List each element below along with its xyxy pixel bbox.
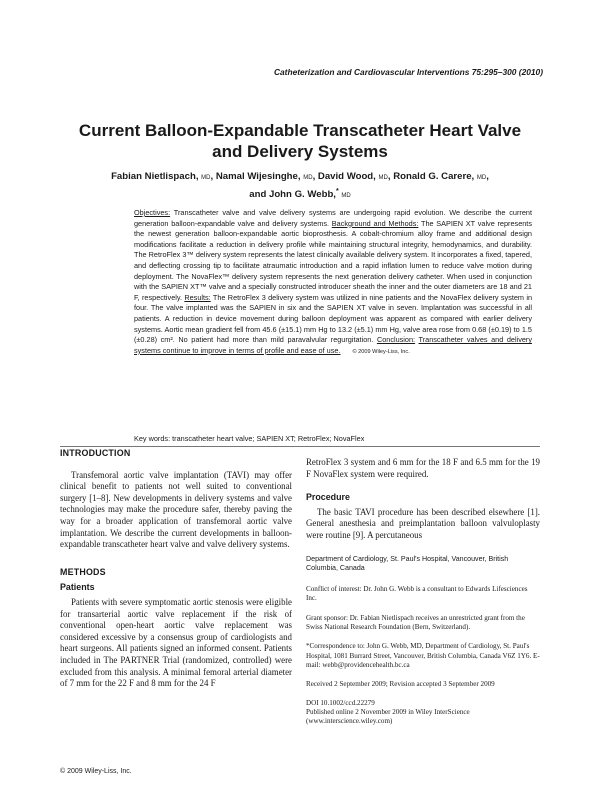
author-degree: MD: [378, 175, 388, 181]
methods-heading: METHODS: [60, 566, 106, 577]
received-dates: Received 2 September 2009; Revision accepted 3 September 2009: [306, 680, 495, 689]
affiliation: Department of Cardiology, St. Paul's Hospital, Vancouver, British Columbia, Canada: [306, 554, 509, 572]
doi: DOI 10.1002/ccd.22279: [306, 698, 375, 707]
procedure-paragraph: The basic TAVI procedure has been described elsewhere [1]. General anesthesia and preimplantation balloon valvuloplasty were routine [9]. A percutaneous: [306, 506, 540, 540]
author-line-1: Fabian Nietlispach, MD, Namal Wijesinghe, MD, David Wood, MD, Ronald G. Carere, MD,: [111, 171, 489, 182]
article-title: [40, 120, 560, 162]
left-column: [60, 448, 292, 690]
intro-heading: INTRODUCTION: [60, 448, 131, 458]
title-line-1: Current Balloon-Expandable Transcatheter Heart Valve: [78, 121, 522, 140]
abstract-results-label: Results:: [184, 292, 211, 302]
abstract-results: The RetroFlex 3 delivery system was utilized in nine patients and the NovaFlex delivery system in four. The valve implanted was the SAPIEN in six and the SAPIEN XT valve in seven. Implantation was successful in all patients. A reduction in device movement during balloon deployment was apparent as compared with earlier delivery systems. Aortic mean gradient fell from 45.6 (±15.1) mm Hg to 13.2 (±5.1) mm Hg, valve area rose from 0.68 (±0.19) to 1.5 (±0.28) cm². No patient had more than mild paravalvular regurgitation.: [134, 292, 533, 345]
section-divider: [60, 446, 540, 447]
intro-paragraph: Transfemoral aortic valve implantation (TAVI) may offer clinical benefit to patients not well suited to conventional surgery [1–8]. New developments in delivery systems and valve technologies may make the procedure safer, thereby paving the way for a broader application of transfemoral aortic valve implantation. We describe the current developments in balloon-expandable transcatheter heart valve and valve delivery systems.: [60, 469, 292, 550]
abstract: [134, 208, 532, 357]
journal-header: Catheterization and Cardiovascular Interventions 75:295–300 (2010): [273, 67, 543, 77]
author-name: Ronald G. Carere,: [393, 171, 475, 182]
grant-statement: Grant sponsor: Dr. Fabian Nietlispach receives an unrestricted grant from the Swiss National Research Foundation (Bern, Switzerland).: [306, 613, 525, 632]
correspondence: *Correspondence to: John G. Webb, MD, Department of Cardiology, St. Paul's Hospital, 1081 Burrard Street, Vancouver, British Columbia, Canada V6Z 1Y6. E-mail: webb@providencehealth.bc.ca: [306, 642, 540, 669]
author-name: Namal Wijesinghe,: [215, 171, 301, 182]
patients-heading: Patients: [60, 582, 95, 593]
published-online: Published online 2 November 2009 in Wiley InterScience (www.interscience.wiley.com): [306, 707, 470, 726]
abstract-objectives-label: Objectives:: [134, 208, 171, 217]
author-line-2: [60, 185, 540, 203]
procedure-heading: Procedure: [306, 492, 350, 503]
author-degree: MD: [341, 193, 351, 200]
corresponding-mark: *: [335, 188, 339, 195]
conflict-statement: Conflict of interest: Dr. John G. Webb is a consultant to Edwards Lifesciences Inc.: [306, 585, 528, 603]
abstract-objectives: Transcatheter valve and valve delivery systems are undergoing rapid evolution. We describe the current generation balloon-expandable valve and delivery systems.: [134, 208, 532, 228]
page-footer: © 2009 Wiley-Liss, Inc.: [60, 768, 132, 775]
keywords: Key words: transcatheter heart valve; SAPIEN XT; RetroFlex; NovaFlex: [134, 434, 365, 443]
abstract-conclusion-label: Conclusion:: [376, 335, 416, 345]
continued-paragraph: RetroFlex 3 system and 6 mm for the 18 F and 6.5 mm for the 19 F NovaFlex system were required.: [306, 457, 540, 479]
author-degree: MD: [201, 175, 211, 181]
author-degree: MD: [476, 175, 487, 181]
abstract-background-label: Background and Methods:: [331, 218, 419, 228]
right-column: [306, 457, 540, 726]
abstract-background: The SAPIEN XT valve represents the newest generation balloon-expandable aortic bioprosthesis. A cobalt-chromium alloy frame and additional design modifications facilitate a reduction in delivery profile while maintaining structural integrity, hemodynamics, and durability. The RetroFlex 3™ delivery system represents the latest clinically available delivery system. It incorporates a fixed, tapered, and deflecting crossing tip to facilitate atraumatic introduction and a rapid inflation lumen to reduce valve motion during deployment. The NovaFlex™ delivery system represents the next generation delivery catheter. When used in conjunction with the SAPIEN XT™ valve and a specially constructed introducer sheath the inner and the outer diameters are 18 and 21 F, respectively.: [134, 218, 532, 302]
author-name: David Wood,: [317, 171, 376, 182]
author-degree: MD: [303, 175, 313, 181]
author-name: Fabian Nietlispach,: [111, 171, 199, 182]
abstract-copyright: © 2009 Wiley-Liss, Inc.: [352, 348, 410, 355]
title-line-2: and Delivery Systems: [212, 142, 388, 161]
author-list: [60, 170, 540, 203]
abstract-conclusion: Transcatheter valves and delivery systems continue to improve in terms of profile and ease of use.: [134, 335, 532, 355]
author-name: and John G. Webb,: [249, 189, 336, 201]
patients-paragraph: Patients with severe symptomatic aortic stenosis were eligible for transarterial aortic valve replacement if the risk of conventional open-heart aortic valve replacement was considered excessive by a consensus group of cardiologists and heart surgeons. All patients signed an informed consent. Patients included in The PARTNER Trial (randomized, controlled) were excluded from this analysis. A minimal femoral arterial diameter of 7 mm for the 22 F and 8 mm for the 24 F: [60, 596, 292, 689]
